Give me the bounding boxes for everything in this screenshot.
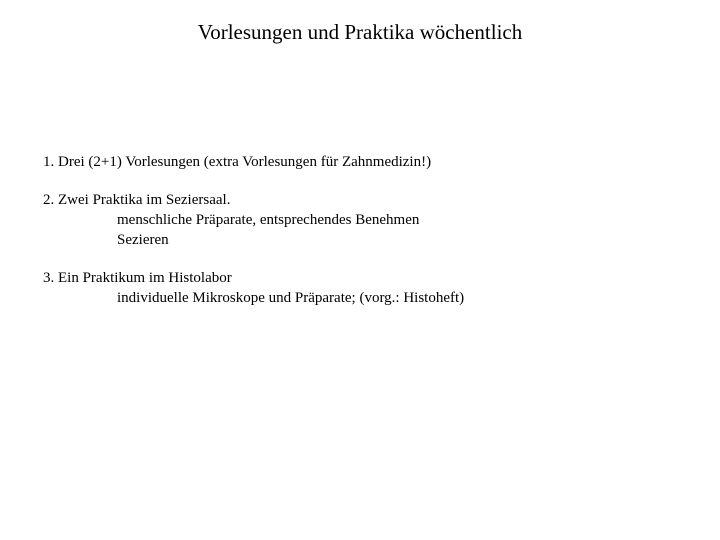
slide-title: Vorlesungen und Praktika wöchentlich (197, 20, 523, 44)
list-item-detail: Sezieren (117, 232, 169, 248)
list-item-dissection-practicals (43, 190, 464, 250)
list-item-heading: 3. Ein Praktikum im Histolabor (43, 270, 232, 286)
slide-content (43, 152, 464, 326)
list-item-detail: individuelle Mikroskope und Präparate; (vorg.: Histoheft) (117, 290, 465, 306)
list-item-heading: 2. Zwei Praktika im Seziersaal. (43, 192, 231, 208)
list-item-lectures (43, 152, 464, 172)
list-item-heading: 1. Drei (2+1) Vorlesungen (extra Vorlesungen für Zahnmedizin!) (43, 154, 432, 170)
list-item-detail: menschliche Präparate, entsprechendes Benehmen (117, 212, 420, 228)
list-item-histology-practical (43, 268, 464, 308)
